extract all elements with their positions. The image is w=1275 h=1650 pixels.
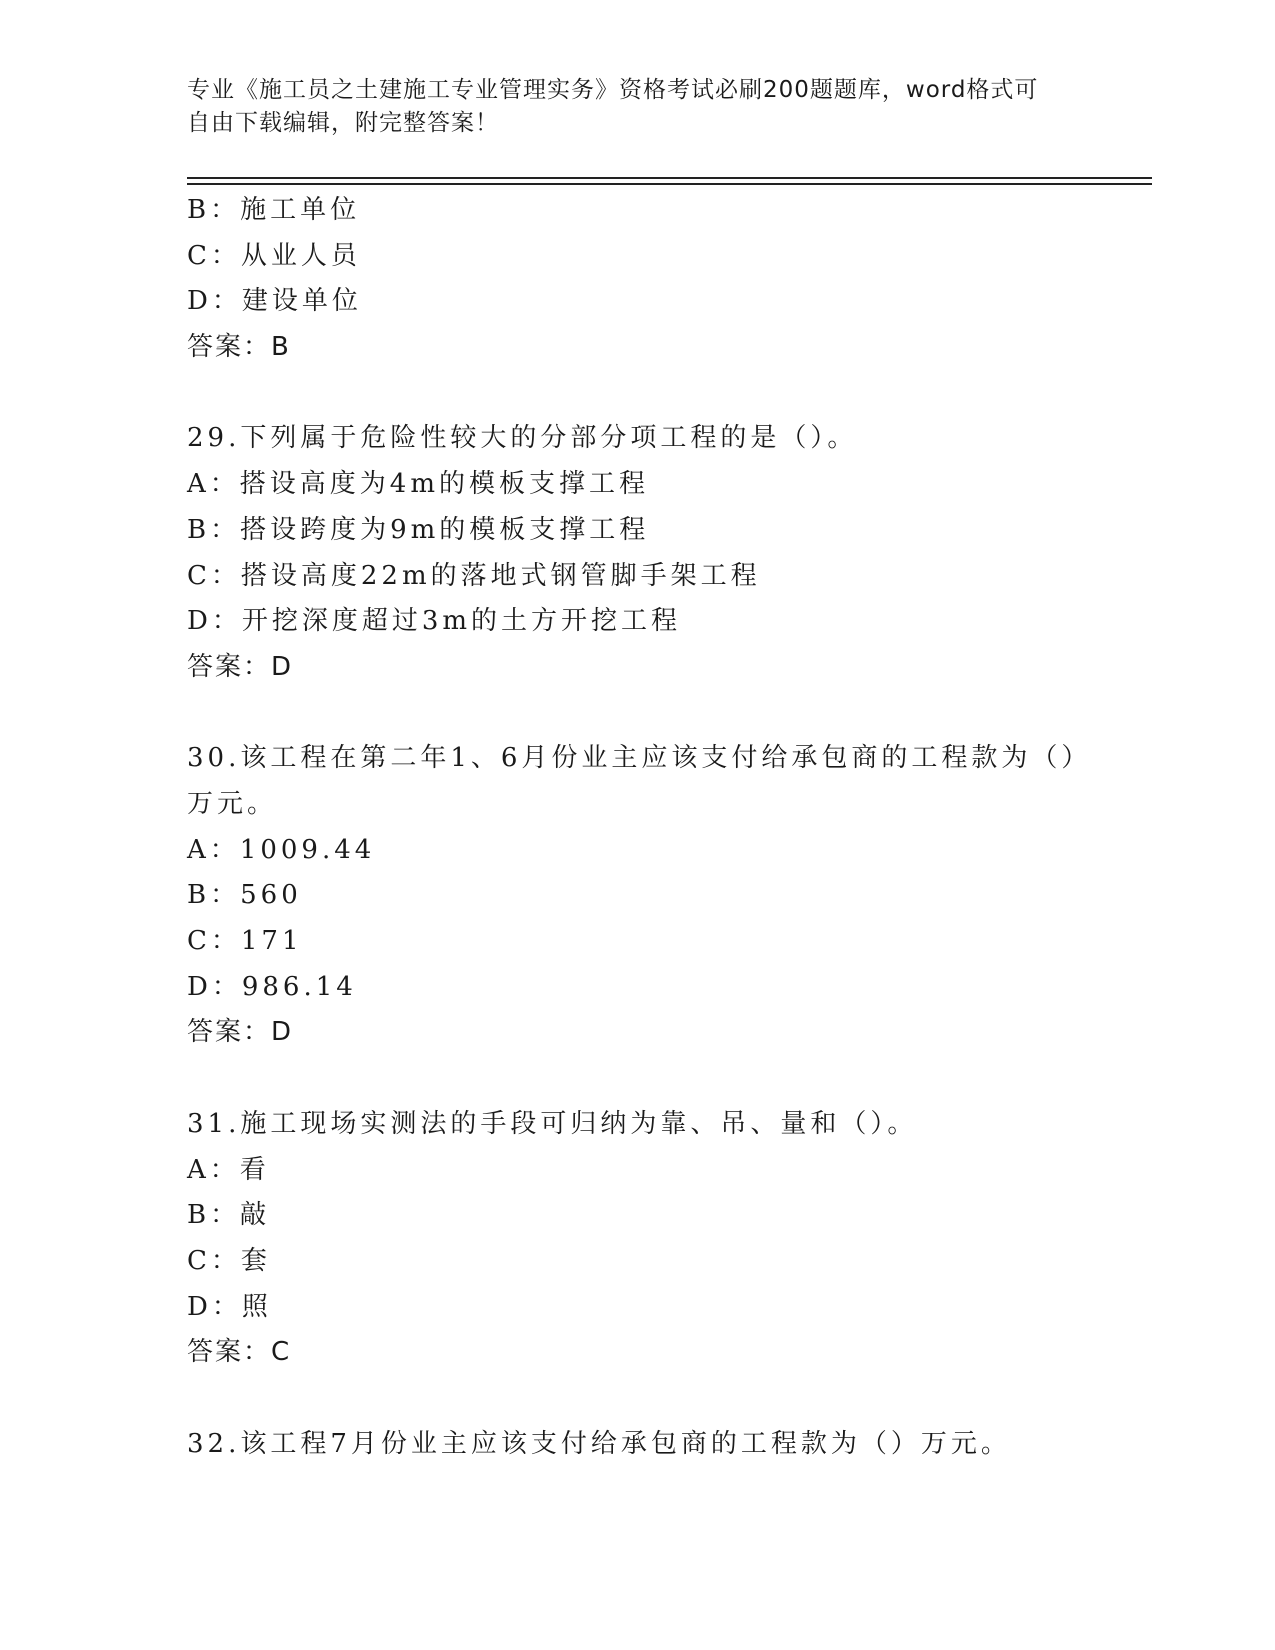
option-b: B：敲 xyxy=(187,1200,271,1231)
answer-line: 答案：B xyxy=(187,332,291,363)
spacer xyxy=(187,691,1127,737)
option-d: D：986.14 xyxy=(187,971,357,1002)
option-a: A：搭设高度为4m的模板支撑工程 xyxy=(187,469,649,500)
question-stem-30-line-1: 30.该工程在第二年1、6月份业主应该支付给承包商的工程款为（） xyxy=(187,743,1092,774)
answer-line: 答案：D xyxy=(187,1017,294,1048)
option-a: A：看 xyxy=(187,1154,270,1185)
spacer xyxy=(187,1056,1127,1102)
option-d: D：开挖深度超过3m的土方开挖工程 xyxy=(187,606,682,637)
option-a: A：1009.44 xyxy=(187,834,376,865)
question-stem-32: 32.该工程7月份业主应该支付给承包商的工程款为（）万元。 xyxy=(187,1428,1011,1459)
option-c: C：171 xyxy=(187,926,303,957)
option-c: C：搭设高度22m的落地式钢管脚手架工程 xyxy=(187,560,761,591)
answer-line: 答案：D xyxy=(187,651,294,682)
question-stem-29: 29.下列属于危险性较大的分部分项工程的是（）。 xyxy=(187,423,858,454)
spacer xyxy=(187,1376,1127,1422)
option-b: B：搭设跨度为9m的模板支撑工程 xyxy=(187,514,650,545)
answer-line: 答案：C xyxy=(187,1337,292,1368)
option-b: B：560 xyxy=(187,880,302,911)
document-header xyxy=(187,74,1067,140)
header-rule-top xyxy=(187,177,1152,179)
spacer xyxy=(187,371,1127,417)
question-stem-30-line-2: 万元。 xyxy=(187,788,278,819)
option-c: C：套 xyxy=(187,1245,271,1276)
header-line-1: 专业《施工员之土建施工专业管理实务》资格考试必刷200题题库，word格式可 xyxy=(187,77,1039,103)
question-stem-31: 31.施工现场实测法的手段可归纳为靠、吊、量和（）。 xyxy=(187,1108,918,1139)
option-d: D：照 xyxy=(187,1291,272,1322)
option-b: B：施工单位 xyxy=(187,195,361,225)
option-c: C：从业人员 xyxy=(187,240,361,271)
header-rule-bottom xyxy=(187,183,1152,185)
question-list xyxy=(187,188,1127,1467)
option-d: D：建设单位 xyxy=(187,286,362,317)
header-line-2: 自由下载编辑，附完整答案！ xyxy=(187,110,499,136)
